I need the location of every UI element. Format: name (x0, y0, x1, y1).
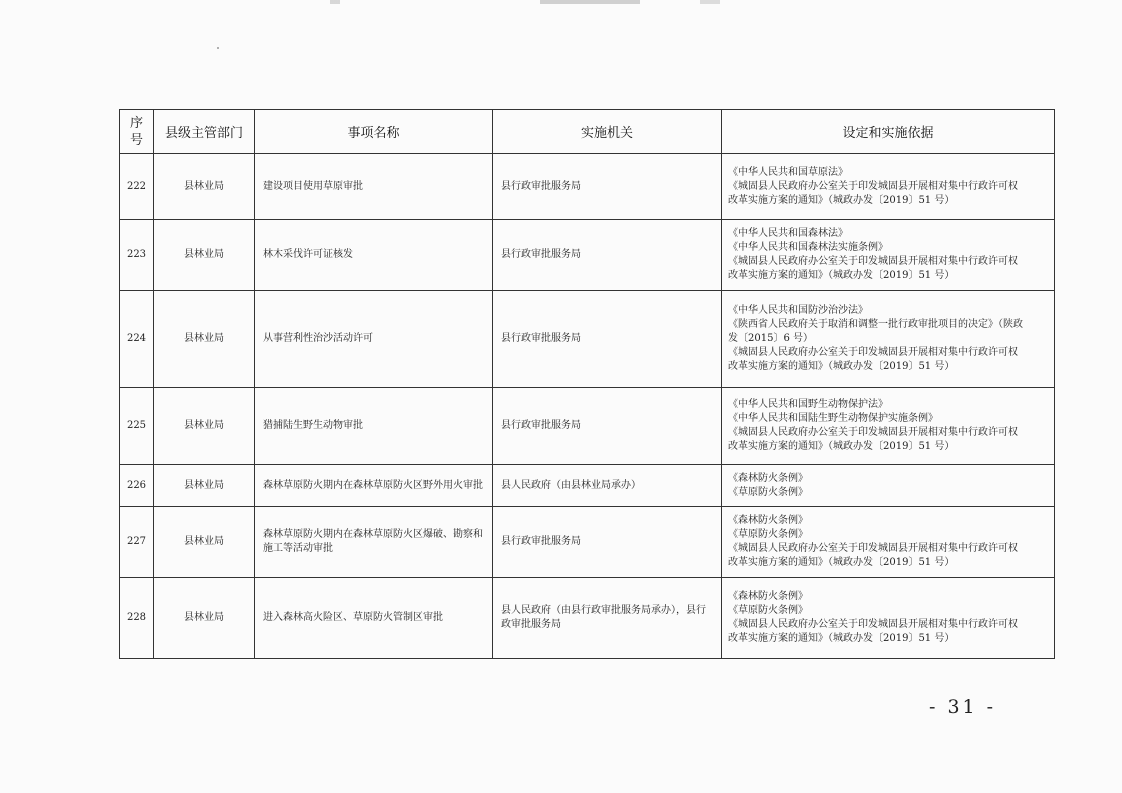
header-dept: 县级主管部门 (154, 110, 255, 154)
cell-item: 森林草原防火期内在森林草原防火区爆破、勘察和施工等活动审批 (255, 507, 493, 578)
cell-basis (722, 507, 1055, 578)
basis-line: 《城固县人民政府办公室关于印发城固县开展相对集中行政许可权 (728, 543, 1018, 554)
licensing-items-table (119, 109, 1055, 659)
cell-basis (722, 578, 1055, 659)
cell-seq: 228 (120, 578, 154, 659)
table-row (120, 388, 1055, 465)
cell-org: 县行政审批服务局 (493, 220, 722, 291)
cell-dept: 县林业局 (154, 507, 255, 578)
cell-org: 县行政审批服务局 (493, 388, 722, 465)
cell-dept: 县林业局 (154, 220, 255, 291)
cell-item: 森林草原防火期内在森林草原防火区野外用火审批 (255, 465, 493, 507)
basis-line: 《草原防火条例》 (728, 529, 808, 540)
cell-seq: 226 (120, 465, 154, 507)
basis-line: 发〔2015〕6 号） (728, 333, 813, 344)
basis-line: 改革实施方案的通知》（城政办发〔2019〕51 号） (728, 194, 955, 206)
basis-line: 《中华人民共和国草原法》 (728, 166, 848, 178)
basis-line: 《城固县人民政府办公室关于印发城固县开展相对集中行政许可权 (728, 619, 1018, 630)
cell-item: 从事营利性治沙活动许可 (255, 291, 493, 388)
table-row (120, 291, 1055, 388)
page-number: - 31 - (929, 696, 997, 718)
cell-item: 建设项目使用草原审批 (255, 154, 493, 220)
basis-line: 《森林防火条例》 (728, 515, 808, 526)
basis-line: 改革实施方案的通知》（城政办发〔2019〕51 号） (728, 441, 955, 452)
cell-item: 进入森林高火险区、草原防火管制区审批 (255, 578, 493, 659)
cell-org: 县行政审批服务局 (493, 154, 722, 220)
cell-org: 县行政审批服务局 (493, 507, 722, 578)
header-basis: 设定和实施依据 (722, 110, 1055, 154)
cell-item: 猎捕陆生野生动物审批 (255, 388, 493, 465)
cell-item: 林木采伐许可证核发 (255, 220, 493, 291)
basis-line: 《草原防火条例》 (728, 605, 808, 616)
basis-line: 《中华人民共和国野生动物保护法》 (728, 399, 888, 410)
basis-line: 改革实施方案的通知》（城政办发〔2019〕51 号） (728, 633, 955, 644)
basis-line: 《中华人民共和国森林法实施条例》 (728, 242, 888, 253)
cell-dept: 县林业局 (154, 465, 255, 507)
table-row (120, 220, 1055, 291)
header-seq-line2: 号 (129, 132, 143, 148)
cell-dept: 县林业局 (154, 388, 255, 465)
cell-dept: 县林业局 (154, 578, 255, 659)
table-row (120, 578, 1055, 659)
basis-line: 《草原防火条例》 (728, 486, 808, 498)
cell-basis (722, 291, 1055, 388)
basis-line: 改革实施方案的通知》（城政办发〔2019〕51 号） (728, 270, 955, 281)
basis-line: 《城固县人民政府办公室关于印发城固县开展相对集中行政许可权 (728, 427, 1018, 438)
basis-line: 《中华人民共和国防沙治沙法》 (728, 305, 868, 316)
basis-line: 改革实施方案的通知》（城政办发〔2019〕51 号） (728, 557, 955, 568)
cell-seq: 225 (120, 388, 154, 465)
header-item: 事项名称 (255, 110, 493, 154)
header-org: 实施机关 (493, 110, 722, 154)
cell-org: 县人民政府（由县行政审批服务局承办），县行政审批服务局 (493, 578, 722, 659)
basis-line: 《中华人民共和国森林法》 (728, 228, 848, 239)
header-seq-line1: 序 (129, 115, 143, 131)
basis-line: 《森林防火条例》 (728, 472, 808, 484)
cell-org: 县人民政府（由县林业局承办） (493, 465, 722, 507)
header-seq (120, 110, 154, 154)
scan-speck (217, 47, 219, 49)
cell-basis (722, 220, 1055, 291)
cell-basis (722, 465, 1055, 507)
cell-seq: 223 (120, 220, 154, 291)
cell-org: 县行政审批服务局 (493, 291, 722, 388)
table-row (120, 507, 1055, 578)
cell-seq: 227 (120, 507, 154, 578)
basis-line: 《森林防火条例》 (728, 591, 808, 602)
table-row (120, 465, 1055, 507)
scan-top-edge (0, 0, 1122, 4)
cell-basis (722, 154, 1055, 220)
table-row (120, 154, 1055, 220)
cell-basis (722, 388, 1055, 465)
cell-dept: 县林业局 (154, 291, 255, 388)
table-header-row (120, 110, 1055, 154)
basis-line: 《陕西省人民政府关于取消和调整一批行政审批项目的决定》（陕政 (728, 319, 1023, 330)
cell-seq: 224 (120, 291, 154, 388)
cell-seq: 222 (120, 154, 154, 220)
basis-line: 《中华人民共和国陆生野生动物保护实施条例》 (728, 413, 938, 424)
basis-line: 《城固县人民政府办公室关于印发城固县开展相对集中行政许可权 (728, 256, 1018, 267)
basis-line: 改革实施方案的通知》（城政办发〔2019〕51 号） (728, 361, 955, 372)
cell-dept: 县林业局 (154, 154, 255, 220)
basis-line: 《城固县人民政府办公室关于印发城固县开展相对集中行政许可权 (728, 180, 1018, 192)
basis-line: 《城固县人民政府办公室关于印发城固县开展相对集中行政许可权 (728, 347, 1018, 358)
